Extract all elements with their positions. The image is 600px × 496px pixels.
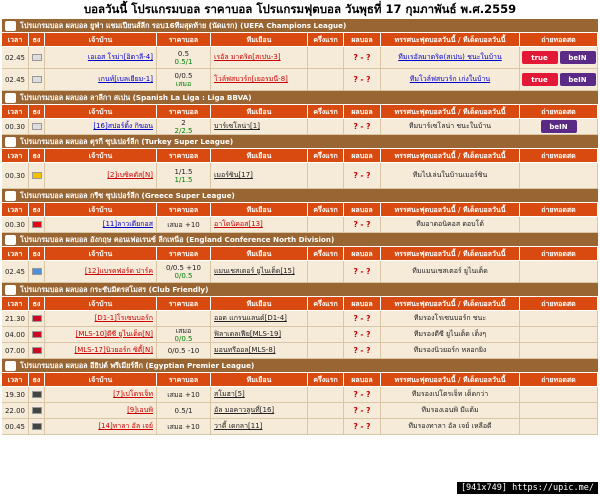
live-tv (520, 403, 598, 418)
half-time-score (308, 261, 344, 282)
header-score: ผลบอล (344, 373, 381, 386)
half-time-score (308, 403, 344, 418)
home-team-link[interactable]: [16]สปอร์ติ้ง กิฆอน (93, 122, 153, 130)
league-title: โปรแกรมบอล ผลบอล ลาลีกา สเปน (Spanish La Liga : Liga BBVA) (2, 91, 598, 105)
flag-cell (29, 343, 45, 358)
odds-cell (157, 217, 211, 232)
table-header (2, 33, 598, 47)
half-time-score (308, 327, 344, 342)
header-score: ผลบอล (344, 105, 381, 118)
league-logo-icon (5, 285, 16, 295)
header-score: ผลบอล (344, 297, 381, 310)
header-tv: ธง (29, 247, 45, 260)
match-row (2, 163, 598, 189)
match-tip[interactable] (381, 217, 520, 232)
table-header (2, 247, 598, 261)
flag-cell (29, 119, 45, 134)
odds-line-2: 1/1.5 (174, 175, 193, 184)
header-time: เวลา (2, 373, 29, 386)
header-score: ผลบอล (344, 247, 381, 260)
away-team-link[interactable]: เรอัล มาดริด[สเปน-3] (214, 53, 281, 61)
flag-cell (29, 419, 45, 434)
match-tip[interactable] (381, 261, 520, 282)
flag-cell (29, 69, 45, 90)
header-score: ผลบอล (344, 149, 381, 162)
header-tip: ทรรศนะฟุตบอลวันนี้ / ทีเด็ดบอลวันนี้ (381, 149, 520, 162)
flag-cell (29, 327, 45, 342)
half-time-score (308, 163, 344, 188)
header-half: ครึ่งแรก (308, 203, 344, 216)
match-time: 00.30 (2, 119, 29, 134)
header-tip: ทรรศนะฟุตบอลวันนี้ / ทีเด็ดบอลวันนี้ (381, 247, 520, 260)
tip-link[interactable]: ทีมโวล์ฟสบวร์ก เก่งในบ้าน (409, 75, 491, 83)
match-tip[interactable] (381, 47, 520, 68)
half-time-score (308, 47, 344, 68)
match-tip[interactable] (381, 327, 520, 342)
live-tv (520, 47, 598, 68)
home-team-link[interactable]: [9]เอนพิ (127, 406, 153, 414)
flag-cell (29, 217, 45, 232)
home-team[interactable] (45, 69, 157, 90)
odds-line-1: เสมอ +10 (167, 422, 200, 431)
away-team[interactable] (211, 47, 308, 68)
header-home: เจ้าบ้าน (45, 297, 157, 310)
odds-line-1: 0.5/1 (174, 406, 193, 415)
half-time-score (308, 343, 344, 358)
header-half: ครึ่งแรก (308, 33, 344, 46)
home-team[interactable] (45, 419, 157, 434)
home-team[interactable] (45, 327, 157, 342)
league-title: โปรแกรมบอล ผลบอล กรีซ ซุปเปอร์ลีก (Greece Super League) (2, 189, 598, 203)
header-away: ทีมเยือน (211, 33, 308, 46)
match-tip[interactable] (381, 387, 520, 402)
league-title: โปรแกรมบอล ผลบอล ตุรกี ซุปเปอร์ลีก (Turkey Super League) (2, 135, 598, 149)
odds-line-1: เสมอ +10 (167, 220, 200, 229)
header-tip: ทรรศนะฟุตบอลวันนี้ / ทีเด็ดบอลวันนี้ (381, 373, 520, 386)
live-tv (520, 69, 598, 90)
away-team-link[interactable]: มอนทรีออล[MLS-8] (214, 346, 276, 354)
home-team-link[interactable]: [2]เบซิคตัส[N] (107, 171, 153, 179)
header-odds: ราคาบอล (157, 297, 211, 310)
away-team-link[interactable]: โวล์ฟสบวร์ก[เยอรมนี-8] (214, 75, 288, 83)
home-team[interactable] (45, 343, 157, 358)
home-team-link[interactable]: เอเอส โรม่า[อิตาลี-4] (87, 53, 153, 61)
header-live: ถ่ายทอดสด (520, 105, 598, 118)
match-row (2, 403, 598, 419)
away-team[interactable] (211, 217, 308, 232)
header-odds: ราคาบอล (157, 203, 211, 216)
odds-line-1: 0/0.5 +10 (166, 263, 201, 272)
away-team[interactable] (211, 403, 308, 418)
live-tv (520, 119, 598, 134)
header-tv: ธง (29, 373, 45, 386)
header-time: เวลา (2, 203, 29, 216)
league-logo-icon (5, 235, 16, 245)
final-score: ? - ? (344, 261, 381, 282)
header-home: เจ้าบ้าน (45, 149, 157, 162)
odds-cell (157, 403, 211, 418)
match-time: 00.30 (2, 163, 29, 188)
header-time: เวลา (2, 149, 29, 162)
half-time-score (308, 387, 344, 402)
league-title: โปรแกรมบอล ผลบอล กระชับมิตรสโมสร (Club Friendly) (2, 283, 598, 297)
table-header (2, 203, 598, 217)
flag-cell (29, 163, 45, 188)
country-flag-icon (32, 221, 42, 228)
header-tip: ทรรศนะฟุตบอลวันนี้ / ทีเด็ดบอลวันนี้ (381, 203, 520, 216)
odds-line-1: 1/1.5 (174, 167, 193, 176)
final-score: ? - ? (344, 119, 381, 134)
country-flag-icon (32, 315, 42, 322)
home-team[interactable] (45, 163, 157, 188)
tip-link[interactable]: ทีมอาดอนิคอส ตอบโต้ (416, 220, 484, 228)
final-score: ? - ? (344, 403, 381, 418)
odds-cell (157, 47, 211, 68)
header-live: ถ่ายทอดสด (520, 149, 598, 162)
odds-cell (157, 387, 211, 402)
match-time: 02.45 (2, 47, 29, 68)
header-home: เจ้าบ้าน (45, 203, 157, 216)
header-tv: ธง (29, 297, 45, 310)
tip-link[interactable]: ทีมรองเอนพิ มีแต้ม (421, 406, 479, 414)
header-live: ถ่ายทอดสด (520, 33, 598, 46)
tip-link[interactable]: ทีมรองนิวยอร์ก หลอกยิง (413, 346, 487, 354)
home-team[interactable] (45, 403, 157, 418)
match-row (2, 119, 598, 135)
match-tip[interactable] (381, 119, 520, 134)
half-time-score (308, 419, 344, 434)
half-time-score (308, 311, 344, 326)
final-score: ? - ? (344, 163, 381, 188)
truesport-logo-icon: true (522, 73, 558, 86)
league-logo-icon (5, 361, 16, 371)
away-team[interactable] (211, 419, 308, 434)
header-home: เจ้าบ้าน (45, 33, 157, 46)
away-team[interactable] (211, 119, 308, 134)
away-team-link[interactable]: ฟิลาเดลเฟีย[MLS-19] (214, 330, 282, 338)
odds-line-1: 0/0.5 -10 (167, 346, 200, 355)
match-time: 19.30 (2, 387, 29, 402)
table-header (2, 105, 598, 119)
header-odds: ราคาบอล (157, 247, 211, 260)
bein-logo-icon: beIN (560, 51, 596, 64)
program-tables (2, 19, 598, 435)
away-team[interactable] (211, 327, 308, 342)
league-title: โปรแกรมบอล ผลบอล อังกฤษ คอนเฟอเรนซ์ ลีกเหนือ (England Conference North Division) (2, 233, 598, 247)
odds-cell (157, 261, 211, 282)
match-time: 02.45 (2, 261, 29, 282)
odds-line-1: 2 (181, 119, 186, 127)
away-team-link[interactable]: แมนเชสเตอร์ ยูไนเต็ด[15] (214, 267, 295, 275)
header-tip: ทรรศนะฟุตบอลวันนี้ / ทีเด็ดบอลวันนี้ (381, 105, 520, 118)
match-tip[interactable] (381, 403, 520, 418)
match-row (2, 387, 598, 403)
header-odds: ราคาบอล (157, 373, 211, 386)
odds-line-2: 0/0.5 (174, 271, 193, 280)
header-away: ทีมเยือน (211, 373, 308, 386)
header-time: เวลา (2, 105, 29, 118)
country-flag-icon (32, 347, 42, 354)
odds-line-1: 0.5 (177, 49, 190, 58)
away-team[interactable] (211, 311, 308, 326)
home-team-link[interactable]: [14]ทาลา อัล เจย์ (98, 422, 153, 430)
final-score: ? - ? (344, 69, 381, 90)
home-team-link[interactable]: [D1-1]โรเซนบอร์ก (94, 314, 153, 322)
header-tv: ธง (29, 105, 45, 118)
half-time-score (308, 119, 344, 134)
flag-cell (29, 403, 45, 418)
country-flag-icon (32, 423, 42, 430)
match-row (2, 311, 598, 327)
live-tv (520, 217, 598, 232)
header-home: เจ้าบ้าน (45, 373, 157, 386)
away-team-link[interactable]: อาโดนิคอส[13] (214, 220, 263, 228)
header-tip: ทรรศนะฟุตบอลวันนี้ / ทีเด็ดบอลวันนี้ (381, 33, 520, 46)
home-team-link[interactable]: เกนท์[เบลเยียม-1] (98, 75, 153, 83)
half-time-score (308, 217, 344, 232)
header-score: ผลบอล (344, 33, 381, 46)
final-score: ? - ? (344, 343, 381, 358)
header-tv: ธง (29, 149, 45, 162)
home-team[interactable] (45, 217, 157, 232)
header-live: ถ่ายทอดสด (520, 297, 598, 310)
home-team[interactable] (45, 261, 157, 282)
bein-logo-icon: beIN (541, 120, 577, 133)
final-score: ? - ? (344, 387, 381, 402)
bein-logo-icon: beIN (560, 73, 596, 86)
header-half: ครึ่งแรก (308, 105, 344, 118)
live-tv (520, 343, 598, 358)
home-team[interactable] (45, 119, 157, 134)
header-away: ทีมเยือน (211, 105, 308, 118)
tip-link[interactable]: ทีมไปเล่นในบ้านเมอร์ซิน (412, 171, 488, 179)
tip-link[interactable]: ทีมรองเปโตรเจ็ท เด็ดกว่า (411, 390, 489, 398)
away-team[interactable] (211, 69, 308, 90)
away-team[interactable] (211, 261, 308, 282)
live-tv (520, 327, 598, 342)
away-team-link[interactable]: สโมฮา[5] (214, 390, 245, 398)
away-team-link[interactable]: เมอร์ซิน[17] (214, 171, 253, 179)
league-title: โปรแกรมบอล ผลบอล ยูฟ่า แชมเปียนส์ลีก รอบ16ทีมสุดท้าย (นัดแรก) (UEFA Champions League) (2, 19, 598, 33)
header-tv: ธง (29, 33, 45, 46)
header-tip: ทรรศนะฟุตบอลวันนี้ / ทีเด็ดบอลวันนี้ (381, 297, 520, 310)
match-row (2, 217, 598, 233)
odds-line-2: 0/0.5 (174, 334, 193, 342)
tip-link[interactable]: ทีมบาร์เซโลน่า ชนะในบ้าน (408, 122, 492, 130)
odds-line-1: เสมอ +10 (167, 390, 200, 399)
odds-line-1: 0/0.5 (174, 71, 193, 80)
match-time: 00.45 (2, 419, 29, 434)
half-time-score (308, 69, 344, 90)
header-half: ครึ่งแรก (308, 149, 344, 162)
home-team[interactable] (45, 47, 157, 68)
odds-cell (157, 69, 211, 90)
country-flag-icon (32, 123, 42, 130)
header-away: ทีมเยือน (211, 203, 308, 216)
home-team[interactable] (45, 311, 157, 326)
page-title: บอลวันนี้ โปรแกรมบอล ราคาบอล โปรแกรมฟุตบอล วันพุธที่ 17 กุมภาพันธ์ พ.ศ.2559 (83, 2, 517, 16)
country-flag-icon (32, 391, 42, 398)
match-time: 21.30 (2, 311, 29, 326)
table-header (2, 373, 598, 387)
tip-link[interactable]: ทีมแมนเชสเตอร์ ยูไนเต็ด (412, 267, 488, 275)
header-away: ทีมเยือน (211, 247, 308, 260)
country-flag-icon (32, 407, 42, 414)
live-tv (520, 387, 598, 402)
flag-cell (29, 387, 45, 402)
odds-cell (157, 419, 211, 434)
home-team-link[interactable]: [MLS-10]ดีซี ยูไนเต็ด[N] (75, 330, 153, 338)
odds-line-2: 0.5/1 (174, 57, 193, 66)
odds-line-1: เสมอ (175, 327, 192, 335)
live-tv (520, 311, 598, 326)
header-time: เวลา (2, 297, 29, 310)
match-time: 07.00 (2, 343, 29, 358)
home-team-link[interactable]: [7]เปโตรเจ็ท (113, 390, 153, 398)
header-odds: ราคาบอล (157, 33, 211, 46)
header-odds: ราคาบอล (157, 105, 211, 118)
header-home: เจ้าบ้าน (45, 247, 157, 260)
match-time: 04.00 (2, 327, 29, 342)
match-tip[interactable] (381, 69, 520, 90)
final-score: ? - ? (344, 419, 381, 434)
final-score: ? - ? (344, 217, 381, 232)
league-logo-icon (5, 21, 16, 31)
country-flag-icon (32, 54, 42, 61)
league-logo-icon (5, 137, 16, 147)
away-team-link[interactable]: วาดี้ เดกลา[11] (214, 422, 263, 430)
odds-cell (157, 343, 211, 358)
header-away: ทีมเยือน (211, 297, 308, 310)
final-score: ? - ? (344, 47, 381, 68)
away-team-link[interactable]: ออด แกรนแลนด์[D1-4] (214, 314, 287, 322)
header-live: ถ่ายทอดสด (520, 247, 598, 260)
odds-line-2: 2/2.5 (174, 126, 193, 134)
match-time: 22.00 (2, 403, 29, 418)
match-row (2, 261, 598, 283)
header-live: ถ่ายทอดสด (520, 373, 598, 386)
header-odds: ราคาบอล (157, 149, 211, 162)
match-tip[interactable] (381, 343, 520, 358)
home-team-link[interactable]: [11]ลาวเดียกอส (102, 220, 153, 228)
header-half: ครึ่งแรก (308, 247, 344, 260)
home-team[interactable] (45, 387, 157, 402)
live-tv (520, 419, 598, 434)
header-away: ทีมเยือน (211, 149, 308, 162)
away-team-link[interactable]: อัล มอคาวลูนที่[16] (214, 406, 275, 414)
header-home: เจ้าบ้าน (45, 105, 157, 118)
odds-line-2: เสมอ (175, 79, 192, 88)
match-tip[interactable] (381, 419, 520, 434)
league-title: โปรแกรมบอล ผลบอล อียิปต์ พรีเมียร์ลีก (Egyptian Premier League) (2, 359, 598, 373)
header-time: เวลา (2, 33, 29, 46)
home-team-link[interactable]: [MLS-17]นิวยอร์ก ซิตี้[N] (74, 346, 153, 354)
header-tv: ธง (29, 203, 45, 216)
truesport-logo-icon: true (522, 51, 558, 64)
country-flag-icon (32, 331, 42, 338)
country-flag-icon (32, 76, 42, 83)
country-flag-icon (32, 268, 42, 275)
match-row (2, 47, 598, 69)
watermark: [941x749] https://upic.me/ (457, 482, 598, 494)
tip-link[interactable]: ทีมรองทาลา อัล เจย์ เหลือดี (408, 422, 492, 430)
away-team[interactable] (211, 387, 308, 402)
odds-cell (157, 311, 211, 326)
match-row (2, 419, 598, 435)
final-score: ? - ? (344, 327, 381, 342)
header-time: เวลา (2, 247, 29, 260)
tip-link[interactable]: ทีมรองดีซี ยูไนเต็ด เต็งๆ (413, 330, 487, 338)
final-score: ? - ? (344, 311, 381, 326)
flag-cell (29, 261, 45, 282)
header-live: ถ่ายทอดสด (520, 203, 598, 216)
flag-cell (29, 311, 45, 326)
tip-link[interactable]: ทีมรองโรเซนบอร์ก ชนะ (413, 314, 487, 322)
home-team-link[interactable]: [12]แบรดฟอร์ด ปาร์ค (84, 267, 153, 275)
match-time: 00.30 (2, 217, 29, 232)
country-flag-icon (32, 172, 42, 179)
match-tip[interactable] (381, 163, 520, 188)
flag-cell (29, 47, 45, 68)
match-row (2, 327, 598, 343)
header-half: ครึ่งแรก (308, 373, 344, 386)
match-tip[interactable] (381, 311, 520, 326)
odds-cell (157, 119, 211, 134)
match-row (2, 69, 598, 91)
header-score: ผลบอล (344, 203, 381, 216)
table-header (2, 297, 598, 311)
live-tv (520, 163, 598, 188)
league-logo-icon (5, 93, 16, 103)
away-team-link[interactable]: บาร์เซโลน่า[1] (214, 122, 260, 130)
away-team[interactable] (211, 163, 308, 188)
live-tv (520, 261, 598, 282)
header-half: ครึ่งแรก (308, 297, 344, 310)
tip-link[interactable]: ทีมเรอัลมาดริด(สเปน) ชนะในบ้าน (398, 53, 502, 61)
match-row (2, 343, 598, 359)
match-time: 02.45 (2, 69, 29, 90)
table-header (2, 149, 598, 163)
league-logo-icon (5, 191, 16, 201)
away-team[interactable] (211, 343, 308, 358)
odds-cell (157, 163, 211, 188)
odds-cell (157, 327, 211, 342)
